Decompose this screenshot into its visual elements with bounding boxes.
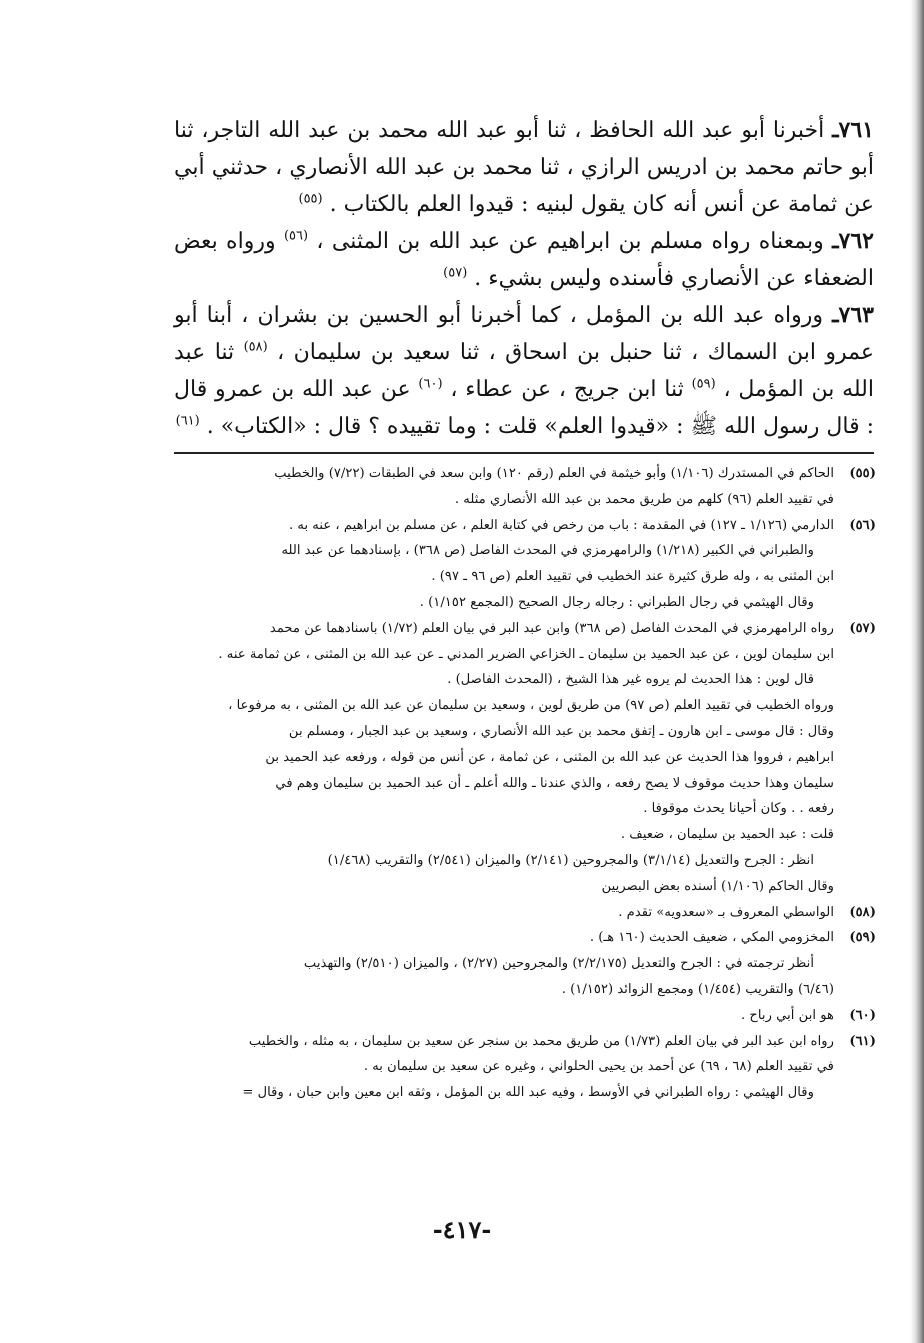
main-text	[174, 112, 874, 445]
footnote-number: (٥٥)	[849, 466, 876, 481]
footnote-line: الحاكم في المستدرك (١/١٠٦) وأبو خيثمة في العلم (رقم ١٢٠) وابن سعد في الطبقات (٧/٢٢) والخطيب	[274, 466, 834, 481]
footnote-separator	[174, 452, 874, 454]
footnote	[176, 900, 876, 926]
footnote-body	[176, 1029, 834, 1106]
footnote-number: (٦٠)	[849, 1007, 876, 1023]
paragraph-text: ثنا عبد الله بن المؤمل ،	[174, 340, 874, 402]
footnote-line: في تقييد العلم (٩٦) كلهم من طريق محمد بن عبد الله الأنصاري مثله .	[454, 491, 834, 507]
paragraph-text: وبمعناه رواه مسلم بن ابراهيم عن عبد الله بن المثنى ،	[308, 229, 833, 254]
footnote-line: الدارمي (١/١٢٦ ـ ١٢٧) في المقدمة : باب من رخص في كتابة العلم ، عن مسلم بن ابراهيم ، عنه به .	[288, 517, 834, 533]
footnote-line: ابن المثنى به ، وله طرق كثيرة عند الخطيب في تقييد العلم (ص ٩٦ ـ ٩٧) .	[431, 569, 834, 585]
footnote-body	[176, 925, 834, 1002]
footnote-reference: (٥٧)	[443, 265, 468, 281]
footnote-number: (٥٧)	[849, 620, 876, 636]
footnote	[176, 1003, 876, 1029]
hadith-paragraph-761	[174, 112, 874, 223]
footnote-line: رواه ابن عبد البر في بيان العلم (١/٧٣) من طريق محمد بن سنجر عن سعيد بن سليمان ، به مثله ، والخطيب	[248, 1033, 834, 1049]
footnote-line: سليمان وهذا حديث موقوف لا يصح رفعه ، والذي عندنا ـ والله أعلم ـ أن عبد الحميد بن سليمان وهم في	[275, 775, 834, 791]
footnote-line: في تقييد العلم (٦٨ ، ٦٩) عن أحمد بن يحيى الحلواني ، وغيره عن سعيد بن سليمان به .	[363, 1059, 834, 1075]
footnote-reference: (٦٠)	[418, 376, 443, 392]
footnote-number: (٦١)	[849, 1033, 876, 1049]
footnote-number: (٥٩)	[849, 930, 876, 946]
footnote-number: (٥٦)	[849, 517, 876, 533]
footnote-line: وقال الهيثمي في رجال الطبراني : رجاله رجال الصحيح (المجمع ١/١٥٢) .	[419, 594, 814, 610]
footnote-reference: (٥٥)	[298, 191, 323, 207]
footnote-line: ابراهيم ، فرووا هذا الحديث عن عبد الله بن المثنى ، عن ثمامة ، عن أنس من قوله ، ورفعه عبد الحميد بن	[265, 749, 834, 765]
paragraph-text: أخبرنا أبو عبد الله الحافظ ، ثنا أبو عبد الله محمد بن عبد الله التاجر، ثنا أبو حاتم محمد بن ادريس الرازي ، ثنا محمد بن عبد الله الأنصاري ، حدثني أبي عن ثمامة عن أنس أنه كان يقول لبنيه : قيدوا العلم بالكتاب .	[174, 118, 874, 217]
footnote	[176, 1029, 876, 1106]
page-number: -٤١٧-	[432, 1215, 492, 1244]
footnote-line: وقال الحاكم (١/١٠٦) أسنده بعض البصريين	[601, 878, 834, 894]
footnote	[176, 461, 876, 513]
scan-edge-shadow	[910, 0, 924, 1343]
footnote-line: قلت : عبد الحميد بن سليمان ، ضعيف .	[620, 827, 834, 843]
footnote-line: (٦/٤٦) والتقريب (١/٤٥٤) ومجمع الزوائد (١/١٥٢) .	[561, 981, 834, 997]
footnote-body	[176, 616, 834, 900]
hadith-paragraph-763	[174, 297, 874, 445]
footnote-line: وقال : قال موسى ـ ابن هارون ـ إتفق محمد بن عبد الله الأنصاري ، وسعيد بن عبد الجبار ، ومسلم بن	[288, 723, 834, 739]
footnote-line: رواه الرامهرمزي في المحدث الفاصل (ص ٣٦٨) وابن عبد البر في بيان العلم (١/٧٢) باسنادهما عن محمد	[269, 620, 834, 636]
footnote-reference: (٥٦)	[283, 228, 309, 244]
footnote-body	[176, 900, 834, 926]
footnote-reference: (٥٩)	[691, 376, 716, 392]
footnotes	[176, 461, 876, 1106]
footnote-body	[176, 1003, 834, 1029]
footnote-line: ورواه الخطيب في تقييد العلم (ص ٩٧) من طريق لوين ، وسعيد بن سليمان عن عبد الله بن المثنى ، به مرفوعا ،	[228, 698, 834, 714]
footnote-line: أنظر ترجمته في : الجرح والتعديل (٢/٢/١٧٥) والمجروحين (٢/٢٧) ، والميزان (٢/٥١٠) والتهذيب	[303, 956, 814, 972]
footnote-body	[176, 461, 834, 513]
footnote-line: قال لوين : هذا الحديث لم يروه غير هذا الشيخ ، (المحدث الفاصل) .	[447, 672, 814, 688]
paragraph-number: ٧٦٣ـ	[832, 302, 874, 328]
paragraph-text: ورواه بعض الضعفاء عن الأنصاري فأسنده وليس بشيء .	[174, 229, 874, 291]
footnote	[176, 925, 876, 1002]
hadith-paragraph-762	[174, 223, 874, 297]
footnote	[176, 513, 876, 616]
footnote	[176, 616, 876, 900]
footnote-line: ابن سليمان لوين ، عن عبد الحميد بن سليمان ـ الخزاعي الضرير المدني ـ عن عبد الله بن المثنى ، عن ثمامة عنه .	[218, 646, 834, 662]
footnote-list	[176, 461, 876, 1106]
paragraph-text: ورواه عبد الله بن المؤمل ، كما أخبرنا أبو الحسين بن بشران ، أبنا أبو عمرو ابن السماك ، ثنا حنبل بن اسحاق ، ثنا سعيد بن سليمان ،	[174, 303, 875, 365]
footnote-reference: (٦١)	[175, 413, 200, 429]
footnote-line: المخزومي المكي ، ضعيف الحديث (١٦٠ هـ) .	[589, 930, 834, 946]
footnote-line: انظر : الجرح والتعديل (٣/١/١٤) والمجروحين (٢/١٤١) والميزان (٢/٥٤١) والتقريب (١/٤٦٨)	[327, 852, 814, 868]
paragraph-text: ثنا ابن جريج ، عن عطاء ،	[442, 377, 692, 402]
footnote-line: والطبراني في الكبير (١/٢١٨) والرامهرمزي في المحدث الفاصل (ص ٣٦٨) ، بإسنادهما عن عبد الله	[281, 543, 814, 559]
footnote-line: الواسطي المعروف بـ «سعدويه» تقدم .	[618, 904, 834, 920]
footnote-line: هو ابن أبي رباح .	[741, 1007, 834, 1023]
footnote-line: رفعه . . وكان أحيانا يحدث موقوفا .	[643, 801, 834, 817]
paragraph-number: ٧٦٢ـ	[832, 228, 874, 254]
paragraph-number: ٧٦١ـ	[832, 117, 874, 143]
footnote-body	[176, 513, 834, 616]
footnote-reference: (٥٨)	[243, 339, 268, 355]
paragraph-text: عن عبد الله بن عمرو قال : قال رسول الله ﷺ : «قيدوا العلم» قلت : وما تقييده ؟ قال : «الكتاب» .	[174, 377, 874, 439]
footnote-number: (٥٨)	[849, 904, 876, 920]
footnote-line: وقال الهيثمي : رواه الطبراني في الأوسط ، وفيه عبد الله بن المؤمل ، وثقه ابن معين وابن حبان ، وقال =	[242, 1085, 814, 1101]
